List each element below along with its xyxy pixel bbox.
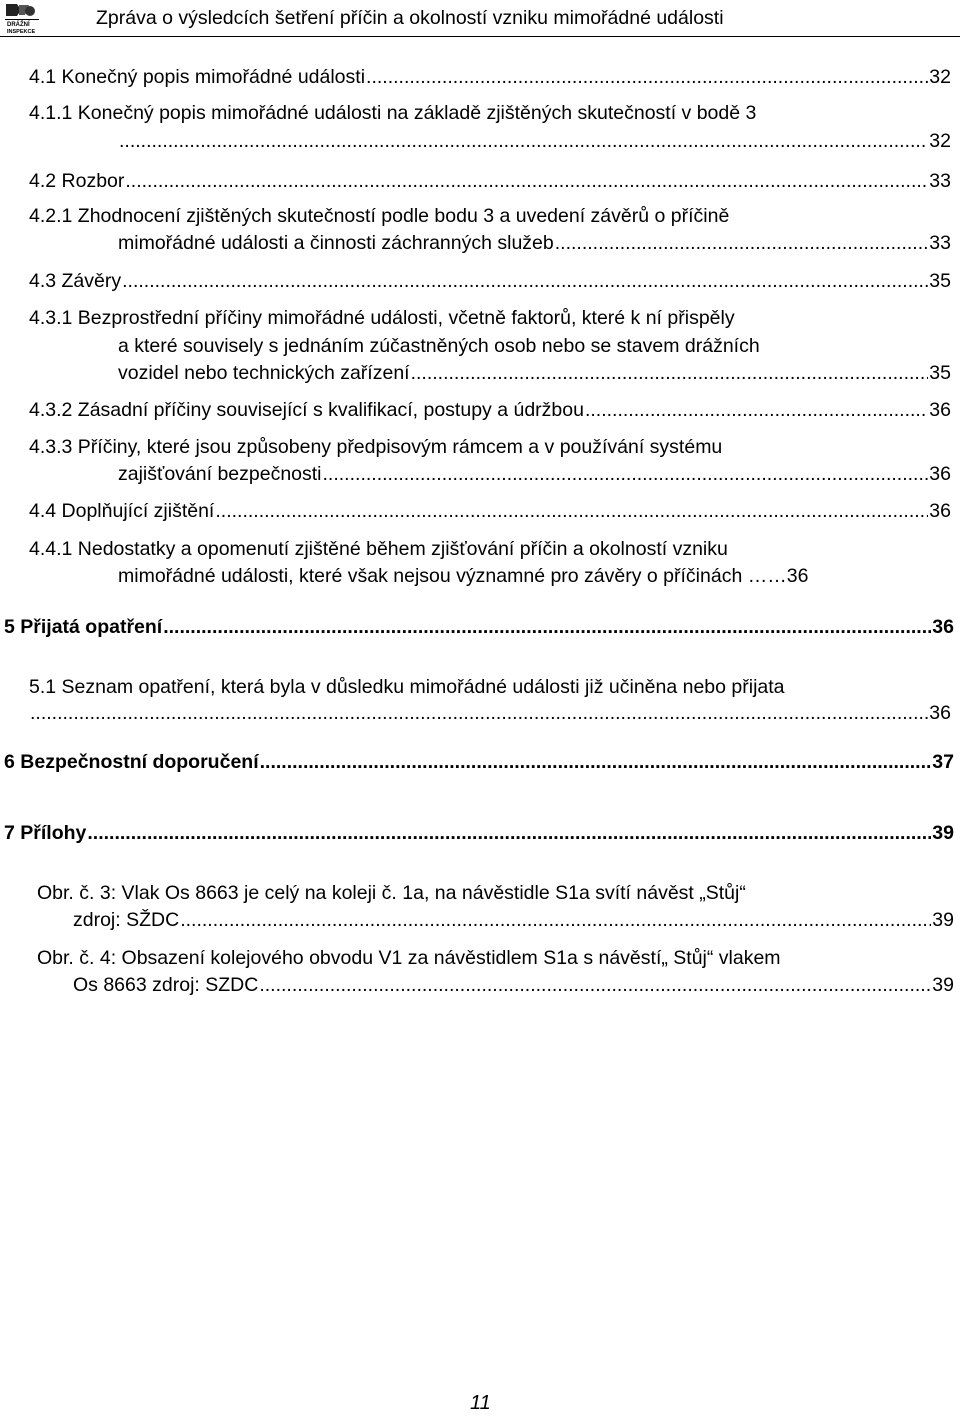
toc-entry-7[interactable]: 7 Přílohy ..... 39 xyxy=(4,820,954,847)
toc-entry-4-1-1-line1[interactable]: 4.1.1 Konečný popis mimořádné události na základě zjištěných skutečností v bodě 3 xyxy=(29,102,757,124)
toc-entry-4-3-2[interactable]: 4.3.2 Zásadní příčiny související s kvalifikací, postupy a údržbou ..... 36 xyxy=(29,397,951,424)
page-header xyxy=(0,0,960,38)
header-title: Zpráva o výsledcích šetření příčin a okolností vzniku mimořádné události xyxy=(96,7,724,29)
toc-entry-4-1[interactable]: 4.1 Konečný popis mimořádné události ..... 32 xyxy=(29,64,951,91)
toc-entry-5-1-line1[interactable]: 5.1 Seznam opatření, která byla v důsledku mimořádné události již učiněna nebo přijata xyxy=(29,676,785,698)
toc-entry-4-2[interactable]: 4.2 Rozbor ..... 33 xyxy=(29,168,951,195)
svg-text:DRÁŽNÍ: DRÁŽNÍ xyxy=(7,22,30,28)
figure-entry-3-line1[interactable]: Obr. č. 3: Vlak Os 8663 je celý na koleji č. 1a, na návěstidle S1a svítí návěst „Stůj“ xyxy=(37,882,746,904)
toc-entry-4-3-1-line2[interactable]: a které souvisely s jednáním zúčastněných osob nebo se stavem drážních xyxy=(118,335,760,357)
figure-entry-4[interactable]: Os 8663 zdroj: SZDC ..... 39 xyxy=(73,972,954,999)
drazni-inspekce-logo xyxy=(3,2,41,35)
toc-entry-6[interactable]: 6 Bezpečnostní doporučení ..... 37 xyxy=(4,749,954,776)
toc-entry-4-3-3[interactable]: zajišťování bezpečnosti ..... 36 xyxy=(118,461,951,488)
figure-entry-3[interactable]: zdroj: SŽDC ..... 39 xyxy=(73,907,954,934)
toc-entry-4-3-1-line1[interactable]: 4.3.1 Bezprostřední příčiny mimořádné události, včetně faktorů, které k ní přispěly xyxy=(29,307,735,329)
svg-text:INSPEKCE: INSPEKCE xyxy=(7,29,36,35)
toc-entry-4-2-1-line1[interactable]: 4.2.1 Zhodnocení zjištěných skutečností podle bodu 3 a uvedení závěrů o příčině xyxy=(29,205,730,227)
toc-entry-5[interactable]: 5 Přijatá opatření ..... 36 xyxy=(4,614,954,641)
toc-entry-4-3-1[interactable]: vozidel nebo technických zařízení ..... 35 xyxy=(118,360,951,387)
toc-entry-5-1[interactable]: ..... 36 xyxy=(29,700,951,727)
header-divider xyxy=(0,36,960,37)
toc-entry-4-4-1[interactable]: mimořádné události, které však nejsou významné pro závěry o příčinách …… 36 xyxy=(118,565,809,587)
toc-entry-4-4[interactable]: 4.4 Doplňující zjištění ..... 36 xyxy=(29,498,951,525)
toc-entry-4-4-1-line1[interactable]: 4.4.1 Nedostatky a opomenutí zjištěné během zjišťování příčin a okolností vzniku xyxy=(29,538,728,560)
figure-entry-4-line1[interactable]: Obr. č. 4: Obsazení kolejového obvodu V1 za návěstidlem S1a s návěstí„ Stůj“ vlakem xyxy=(37,947,781,969)
toc-entry-4-1-1[interactable]: ..... 32 xyxy=(118,128,951,155)
page-number: 11 xyxy=(470,1392,491,1414)
toc-entry-4-3[interactable]: 4.3 Závěry ..... 35 xyxy=(29,268,951,295)
toc-entry-4-3-3-line1[interactable]: 4.3.3 Příčiny, které jsou způsobeny předpisovým rámcem a v používání systému xyxy=(29,436,723,458)
toc-entry-4-2-1[interactable]: mimořádné události a činnosti záchranných služeb ..... 33 xyxy=(118,230,951,257)
